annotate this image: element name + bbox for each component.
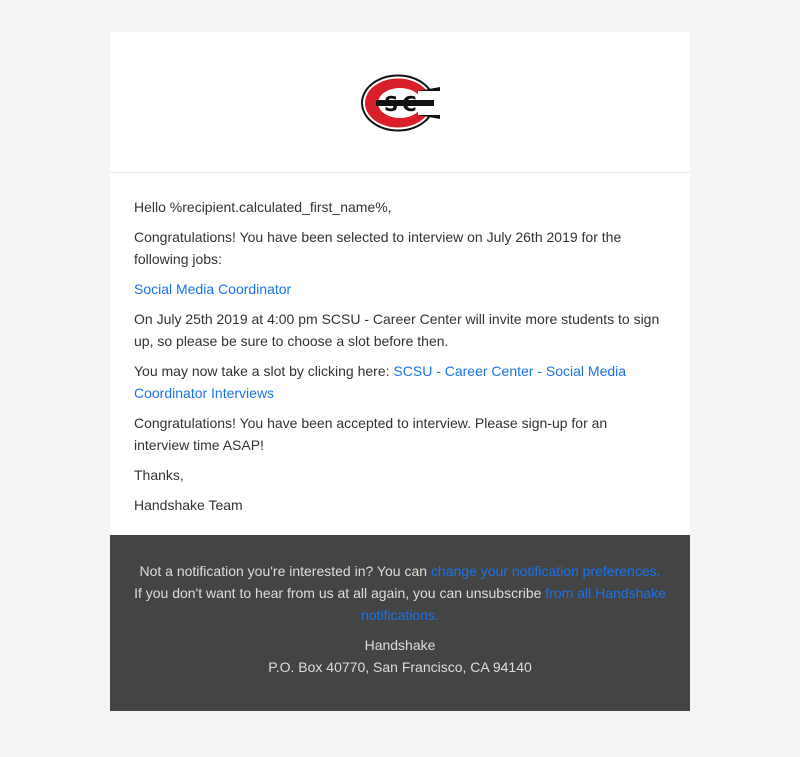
signoff-text: Thanks,: [134, 467, 184, 483]
company-info: [134, 634, 666, 678]
email-card: [110, 32, 690, 711]
deadline-notice-text: On July 25th 2019 at 4:00 pm SCSU - Career Center will invite more students to sign up, so please be sure to choose a slot before then.: [134, 311, 660, 349]
unsubscribe-prefix-text: If you don't want to hear from us at all again, you can unsubscribe: [134, 585, 546, 601]
notification-preferences-link[interactable]: change your notification preferences.: [430, 563, 661, 579]
job-list: [134, 278, 666, 300]
email-body: [110, 173, 690, 535]
job-link-social-media-coordinator[interactable]: Social Media Coordinator: [134, 281, 292, 297]
company-name-text: Handshake: [364, 637, 436, 653]
intro-text: Congratulations! You have been selected to interview on July 26th 2019 for the following jobs:: [134, 229, 622, 267]
notification-prefix-text: Not a notification you're interested in? You can: [139, 563, 431, 579]
unsubscribe-all-link[interactable]: from all Handshake notifications.: [361, 585, 666, 623]
email-header: [110, 32, 690, 173]
signature-text: Handshake Team: [134, 497, 243, 513]
accepted-notice-text: Congratulations! You have been accepted to interview. Please sign-up for an interview time ASAP!: [134, 415, 608, 453]
interview-slot-link[interactable]: SCSU - Career Center - Social Media Coordinator Interviews: [134, 363, 627, 401]
company-address-text: P.O. Box 40770, San Francisco, CA 94140: [268, 659, 532, 675]
email-footer: [110, 535, 690, 711]
greeting-text: Hello %recipient.calculated_first_name%,: [134, 199, 392, 215]
logo-letter-s: S: [384, 92, 399, 116]
slot-prefix-text: You may now take a slot by clicking here:: [134, 363, 394, 379]
logo-letter-c: C: [402, 92, 417, 116]
slot-paragraph: [134, 360, 666, 404]
scsu-logo-icon: [360, 73, 440, 133]
notification-paragraph: [134, 560, 666, 626]
